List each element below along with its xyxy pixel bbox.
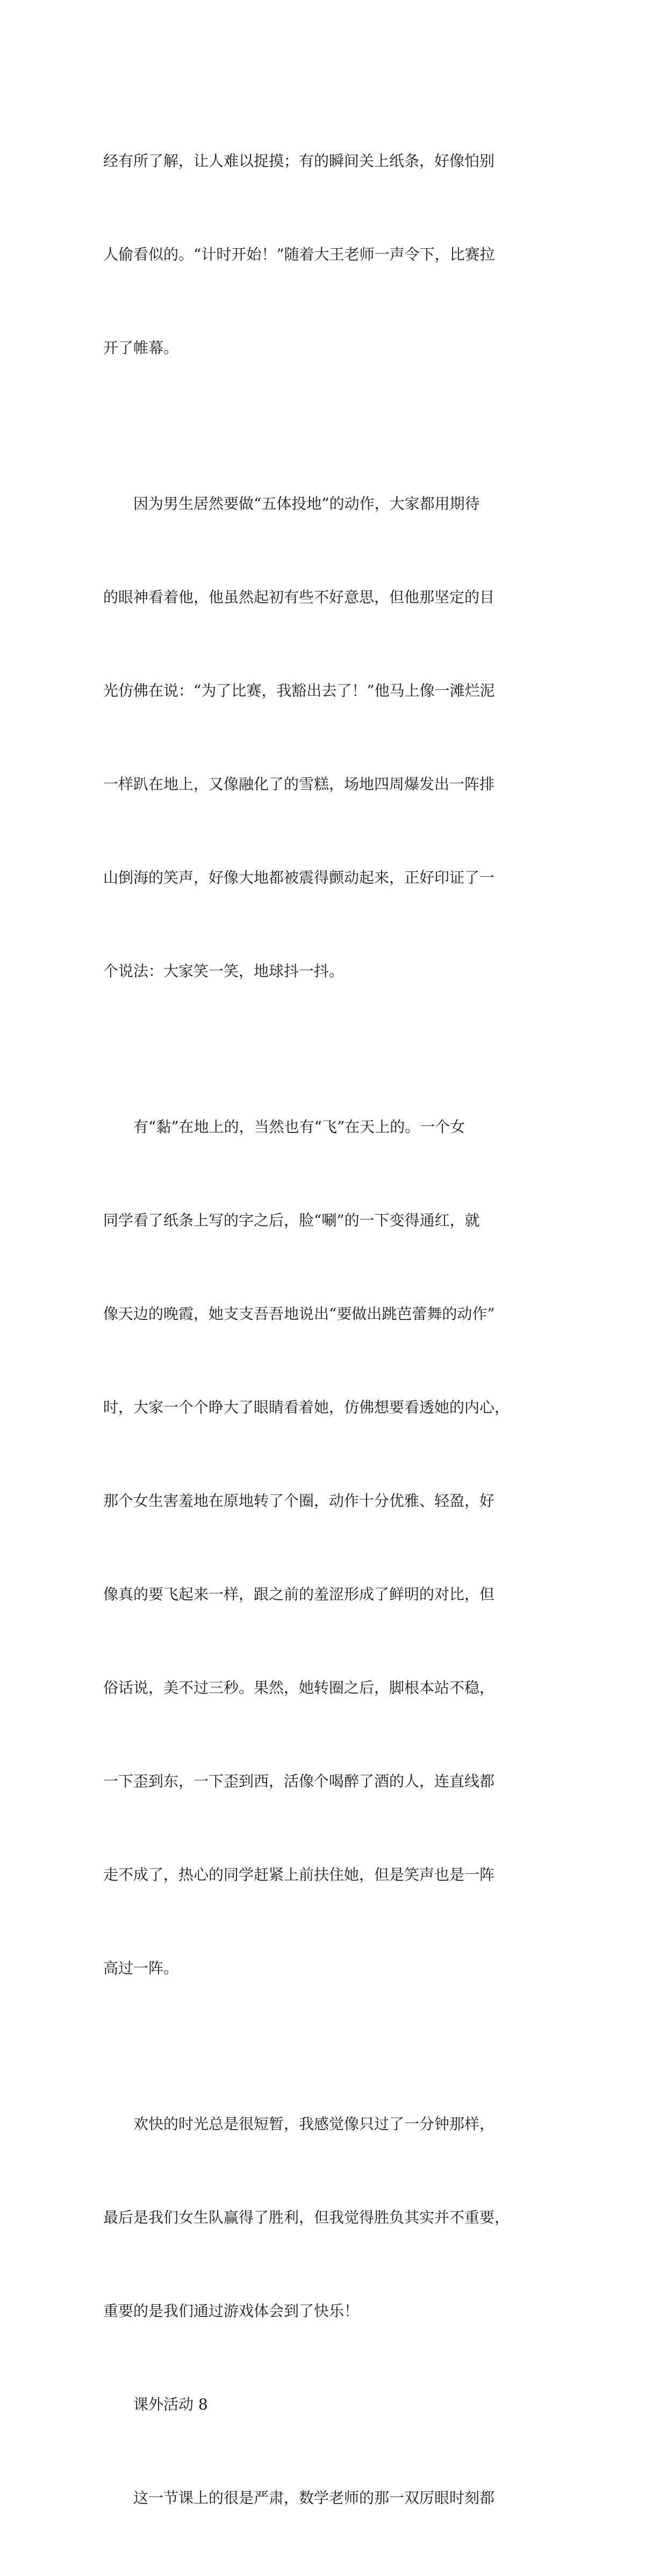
text-line: 有“黏”在地上的，当然也有“飞”在天上的。一个女 <box>133 1118 465 1136</box>
text-line: 那个女生害羞地在原地转了个圈，动作十分优雅、轻盈，好 <box>103 1492 495 1510</box>
text-line: 像真的要飞起来一样，跟之前的羞涩形成了鲜明的对比，但 <box>103 1585 495 1603</box>
text-line: 一样趴在地上，又像融化了的雪糕，场地四周爆发出一阵排 <box>103 775 495 793</box>
paragraph-3 <box>103 1049 568 2046</box>
text-line: 山倒海的笑声，好像大地都被震得颤动起来，正好印证了一 <box>103 869 495 886</box>
text-line: 欢快的时光总是很短暂，我感觉像只过了一分钟那样， <box>133 2115 495 2133</box>
paragraph-4 <box>103 2046 568 2389</box>
text-line: 因为男生居然要做“五体投地”的动作，大家都用期待 <box>133 495 480 513</box>
text-line: 时，大家一个个睁大了眼睛看着她，仿佛想要看透她的内心， <box>103 1398 510 1416</box>
text-line: 高过一阵。 <box>103 1959 179 1977</box>
text-line: 光仿佛在说：“为了比赛，我豁出去了！”他马上像一滩烂泥 <box>103 682 495 699</box>
paragraph-2 <box>103 426 568 1049</box>
text-line: 走不成了，热心的同学赶紧上前扶住她，但是笑声也是一阵 <box>103 1866 495 1884</box>
paragraph-5 <box>103 2420 568 2576</box>
text-line: 开了帷幕。 <box>103 339 179 357</box>
text-line: 的眼神看着他，他虽然起初有些不好意思，但他那坚定的目 <box>103 588 495 606</box>
text-line: 重要的是我们通过游戏体会到了快乐！ <box>103 2302 360 2320</box>
text-line: 像天边的晚霞，她支支吾吾地说出“要做出跳芭蕾舞的动作” <box>103 1305 495 1323</box>
paragraph-1 <box>103 83 568 426</box>
text-line: 俗话说，美不过三秒。果然，她转圈之后，脚根本站不稳， <box>103 1679 495 1697</box>
text-line: 这一节课上的很是严肃，数学老师的那一双厉眼时刻都 <box>133 2489 495 2507</box>
text-line: 最后是我们女生队赢得了胜利，但我觉得胜负其实并不重要， <box>103 2209 510 2226</box>
section-heading: 课外活动 8 <box>133 2395 208 2413</box>
text-line: 个说法：大家笑一笑，地球抖一抖。 <box>103 962 345 980</box>
text-line: 一下歪到东，一下歪到西，活像个喝醉了酒的人，连直线都 <box>103 1772 495 1790</box>
text-line: 人偷看似的。“计时开始！”随着大王老师一声令下，比赛拉 <box>103 246 495 263</box>
text-line: 同学看了纸条上写的字之后，脸“唰”的一下变得通红，就 <box>103 1211 480 1229</box>
document-page <box>103 83 568 2576</box>
text-line: 经有所了解，让人难以捉摸；有的瞬间关上纸条，好像怕别 <box>103 152 495 170</box>
